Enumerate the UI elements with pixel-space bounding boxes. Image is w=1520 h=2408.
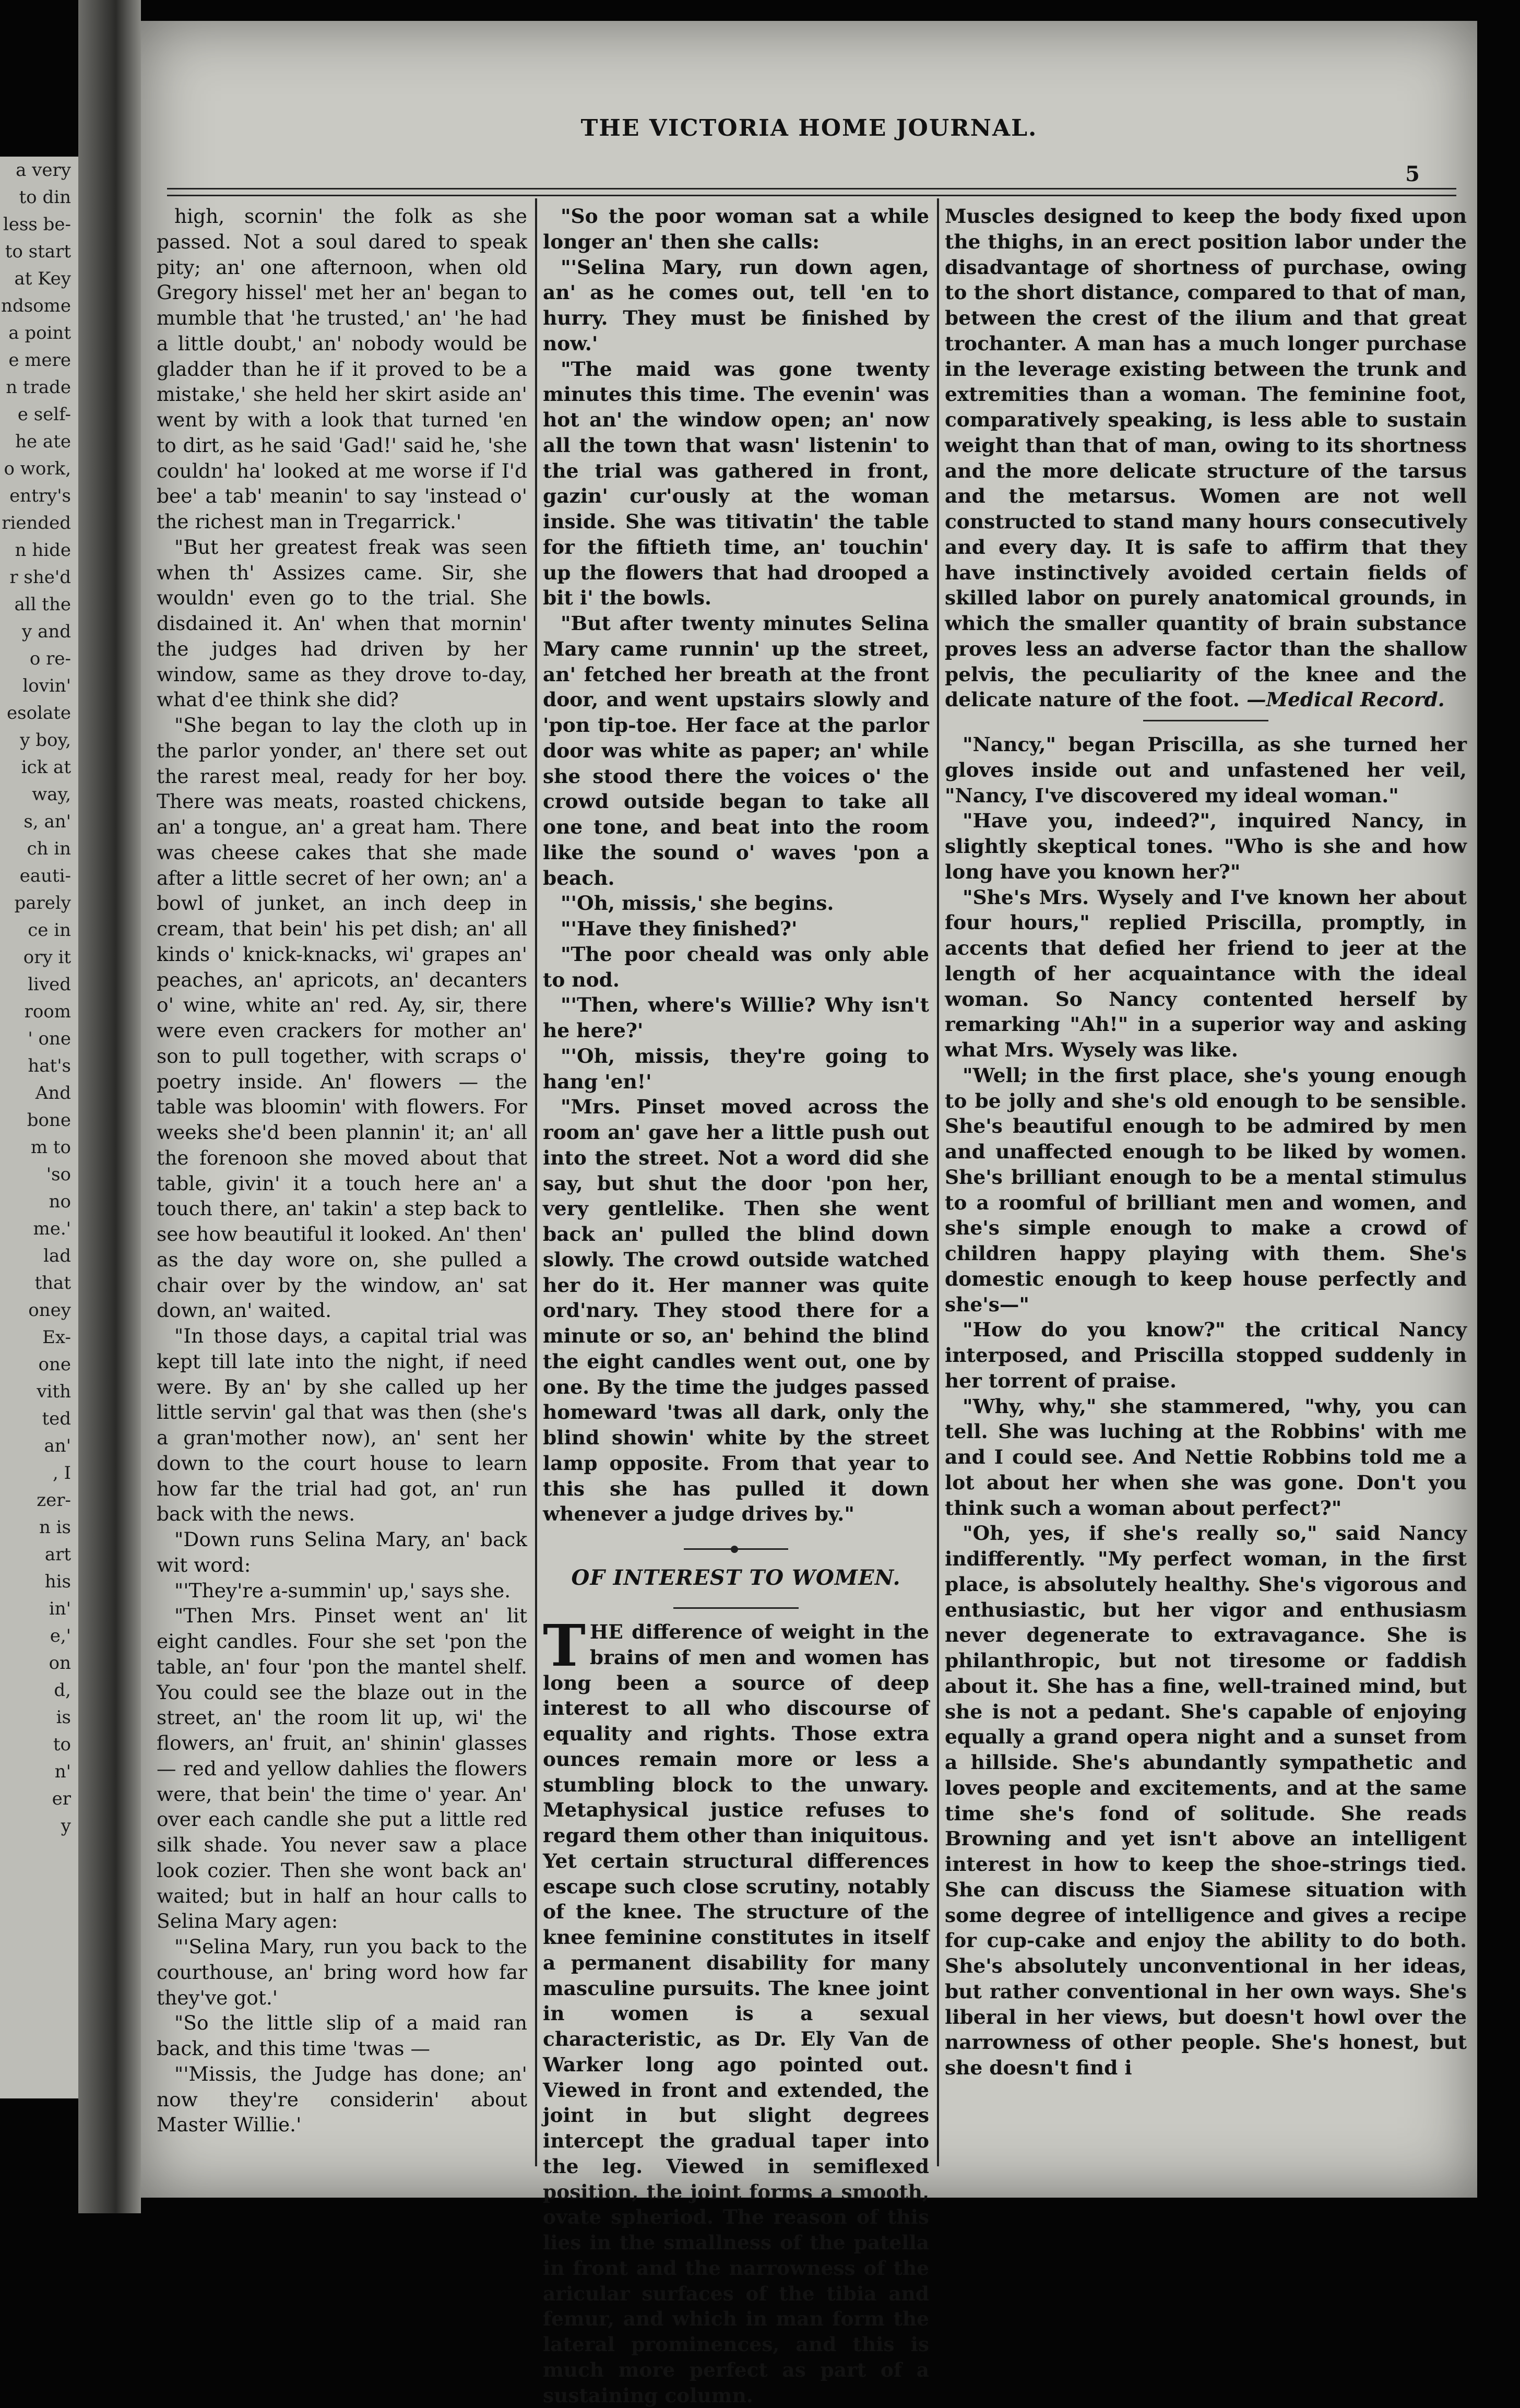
story-conclusion [543, 204, 929, 1527]
previous-page-line: no [49, 1191, 71, 1212]
column-divider [937, 198, 939, 2166]
article-continuation-text: Muscles designed to keep the body fixed upon the thighs, in an erect position labor under the disadvantage of shortness of purchase, owing to the short distance, compared to that of man, between the crest of the ilium and that great trochanter. A man has a much longer purchase in the leverage existing between the trunk and extremities than a woman. The feminine foot, comparatively speaking, is less able to sustain weight than that of man, owing to its shortness and the more delicate structure of the tarsus and the metarsus. Women are not well constructed to stand many hours consecutively and every day. It is safe to affirm that they have instinctively avoided certain fields of skilled labor on purely anatomical grounds, in which the smaller quantity of brain substance proves less an adverse factor than the shallow pelvis, the peculiarity of the knee and the delicate nature of the foot. [945, 205, 1467, 711]
previous-page-line: o work, [4, 458, 71, 479]
previous-page-line: Ex- [42, 1327, 71, 1348]
header-double-rule [167, 188, 1456, 196]
previous-page-line: ch in [27, 838, 71, 859]
previous-page-line: 'so [46, 1164, 71, 1185]
previous-page-line: vith [37, 1381, 71, 1402]
previous-page-line: me.' [33, 1218, 71, 1239]
previous-page-line: r she'd [9, 567, 71, 588]
previous-page-line: And [35, 1083, 71, 1104]
previous-page-line: room [24, 1001, 71, 1022]
previous-page-line: lad [43, 1245, 71, 1266]
previous-page-line: hat's [28, 1055, 71, 1076]
paragraph: "'Selina Mary, run you back to the courthouse, an' bring word how far they've got.' [157, 1935, 527, 2009]
previous-page-line: to din [19, 187, 71, 208]
previous-page-line: at Key [14, 268, 71, 289]
previous-page-line: lived [28, 974, 71, 995]
paragraph: "The poor cheald was only able to nod. [543, 942, 929, 991]
newspaper-page [141, 21, 1477, 2407]
paragraph: high, scornin' the folk as she passed. Not a soul dared to speak pity; an' one afternoon, when old Gregory hissel' met her an' began to mumble that 'he trusted,' an' 'he had a little doubt,' an' nobody would be gladder than he if it proved to be a mistake,' she held her skirt aside an' went by with a look that turned 'en to dirt, as he said 'Gad!' said he, 'she couldn' ha' looked at me worse if I'd bee' a tab' meanin' to say 'instead o' the richest man in Tregarrick.' [157, 205, 527, 533]
previous-page-line: n' [54, 1761, 71, 1782]
column-2 [543, 204, 929, 2407]
previous-page-fragment [0, 157, 78, 2098]
previous-page-line: o re- [29, 648, 71, 669]
paragraph: "Mrs. Pinset moved across the room an' gave her a little push out into the street. Not a word did she say, but shut the door 'pon her, very gentlelike. Then she went back an' pulled the blind down slowly. The crowd outside watched her do it. Her manner was quite ord'nary. They stood there for a minute or so, an' behind the blind the eight candles went out, one by one. By the time the judges passed homeward 'twas all dark, only the blind showin' white by the street lamp opposite. From that year to this she has pulled it down whenever a judge drives by." [543, 1095, 929, 1526]
previous-page-line: eauti- [19, 865, 71, 886]
paragraph: "So the poor woman sat a while longer an' then she calls: [543, 205, 929, 253]
previous-page-line: is [56, 1707, 71, 1728]
previous-page-line: lovin' [22, 675, 71, 696]
paragraph: "'Oh, missis, they're going to hang 'en!' [543, 1044, 929, 1093]
paragraph: "The maid was gone twenty minutes this time. The evenin' was hot an' the window open; an' now all the town that wasn' listenin' to the trial was gathered in front, gazin' cur'ously at the woman inside. She was titivatin' the table for the fiftieth time, an' touchin' up the flowers that had drooped a bit i' the bowls. [543, 357, 929, 610]
previous-page-line: esolate [7, 703, 71, 723]
paragraph: "Then Mrs. Pinset went an' lit eight candles. Four she set 'pon the table, an' four 'pon the mantel shelf. You could see the blaze out in the street, an' the room lit up, wi' the flowers, an' fruit, an' shinin' glasses — red and yellow dahlies the flowers were, that bein' the time o' year. An' over each candle she put a little red silk shade. You never saw a place look cozier. Then she wont back an' waited; but in half an hour calls to Selina Mary agen: [157, 1604, 527, 1933]
previous-page-line: a very [16, 160, 71, 181]
paragraph: "'Oh, missis,' she begins. [561, 892, 834, 915]
previous-page-line: a point [8, 323, 71, 343]
column-3 [945, 204, 1467, 2177]
paragraph: "'Then, where's Willie? Why isn't he here?' [543, 993, 929, 1042]
previous-page-line: d, [54, 1680, 71, 1701]
paragraph: "But her greatest freak was seen when th' Assizes came. Sir, she wouldn' even go to the trial. She disdained it. An' when that mornin' the judges had driven by her window, same as they drove to-day, what d'ee think she did? [157, 535, 527, 711]
previous-page-line: ce in [28, 920, 71, 941]
previous-page-line: his [44, 1571, 71, 1592]
column-1 [157, 204, 527, 2177]
paragraph: "Nancy," began Priscilla, as she turned her gloves inside out and unfastened her veil, "Nancy, I've discovered my ideal woman." [945, 733, 1467, 807]
previous-page-line: n trade [6, 377, 71, 398]
previous-page-line: art [44, 1544, 71, 1565]
previous-page-line: bone [27, 1110, 71, 1131]
previous-page-line: ted [42, 1408, 71, 1429]
previous-page-line: that [34, 1273, 71, 1294]
previous-page-line: n hide [15, 540, 71, 561]
paragraph: "In those days, a capital trial was kept till late into the night, if need were. By an' by she called up her little servin' gal that was then (she's a gran'mother now), an' sent her down to the court house to learn how far the trial had got, an' run back with the news. [157, 1324, 527, 1526]
previous-page-line: one [38, 1354, 71, 1375]
previous-page-line: e,' [50, 1626, 71, 1646]
previous-page-line: entry's [9, 485, 71, 506]
previous-page-line: ' one [28, 1028, 71, 1049]
previous-page-line: oney [28, 1300, 71, 1321]
previous-page-line: er [52, 1788, 71, 1809]
section-heading: OF INTEREST TO WOMEN. [571, 1565, 901, 1590]
previous-page-line: parely [14, 893, 71, 914]
paragraph: "Oh, yes, if she's really so," said Nancy indifferently. "My perfect woman, in the first place, is absolutely healthy. She's vigorous and enthusiastic, but her vigor and enthusiasm never degenerate to extravagance. She is philanthropic, but not tiresome or faddish about it. She has a fine, well-trained mind, but she is not a pedant. She's capable of enjoying equally a grand opera night and a sunset from a hillside. She's abundantly sympathetic and loves people and excitements, and at the same time she's fond of solitude. She reads Browning and yet isn't above an intelligent interest in how to keep the shoe-strings tied. She can discuss the Siamese situation with some degree of intelligence and gives a recipe for cup-cake and enjoy the ability to do both. She's absolutely unconventional in her ideas, but rather conventional in her own ways. She's liberal in her views, but doesn't howl over the narrowness of other people. She's honest, but she doesn't find i [945, 1522, 1467, 2079]
page-number: 5 [1405, 162, 1420, 186]
previous-page-line: y and [22, 621, 71, 642]
article-continuation [945, 204, 1467, 713]
previous-page-line: he ate [15, 431, 71, 452]
previous-page-line: e mere [8, 350, 71, 371]
previous-page-line: y [61, 1816, 71, 1836]
masthead-title: THE VICTORIA HOME JOURNAL. [580, 115, 1038, 141]
previous-page-line: all the [14, 594, 71, 615]
paragraph: "So the little slip of a maid ran back, and this time 'twas — [157, 2011, 527, 2060]
previous-page-line: m to [30, 1137, 71, 1158]
paragraph: "How do you know?" the critical Nancy interposed, and Priscilla stopped suddenly in her torrent of praise. [945, 1318, 1467, 1392]
previous-page-line: e self- [17, 404, 71, 425]
paragraph: "Why, why," she stammered, "why, you can tell. She was luching at the Robbins' with me and I could see. And Nettie Robbins told me a lot about her when she was gone. Don't you think such a woman about perfect?" [945, 1394, 1467, 1520]
drop-cap: T [543, 1612, 586, 1679]
previous-page-line: riended [2, 513, 71, 533]
previous-page-line: in' [49, 1598, 71, 1619]
previous-page-line: ick at [21, 757, 71, 778]
previous-page-line: way, [32, 784, 71, 805]
previous-page-line: , I [52, 1463, 71, 1484]
previous-page-line: less be- [3, 214, 71, 235]
previous-page-line: zer- [37, 1490, 71, 1511]
paragraph: "'Have they finished?' [561, 917, 798, 940]
previous-page-line: to [53, 1734, 71, 1755]
previous-page-line: s, an' [23, 811, 71, 832]
heading-rule [673, 1607, 799, 1609]
previous-page-line: ory it [23, 947, 71, 968]
paragraph: "But after twenty minutes Selina Mary came runnin' up the street, an' fetched her breath at the front door, and went upstairs slowly and 'pon tip-toe. Her face at the parlor door was white as paper; an' while she stood there the voices o' the crowd outside began to take all one tone, and beat into the room like the sound o' waves 'pon a beach. [543, 612, 929, 889]
paragraph: "She's Mrs. Wysely and I've known her about four hours," replied Priscilla, promptly, in accents that defied her friend to jeer at the length of her acquaintance with the ideal woman. So Nancy contented herself by remarking "Ah!" in a superior way and asking what Mrs. Wysely was like. [945, 885, 1467, 1061]
article-source: —Medical Record. [1246, 688, 1445, 711]
paragraph: "'Missis, the Judge has done; an' now they're considerin' about Master Willie.' [157, 2062, 527, 2137]
dialogue-story [945, 732, 1467, 2081]
article-text: HE difference of weight in the brains of men and women has long been a source of deep interest to all who discourse of equality and rights. Those extra ounces remain more or less a stumbling block to the unwary. Metaphysical justice refuses to regard them other than iniquitous. Yet certain structural differences escape such close scrutiny, notably of the knee. The structure of the knee feminine constitutes in itself a permanent disability for many masculine pursuits. The knee joint in women is a sexual characteristic, as Dr. Ely Van de Warker long ago pointed out. Viewed in front and extended, the joint in but slight degrees intercept the gradual taper into the leg. Viewed in semiflexed position, the joint forms a smooth, ovate spheriod. The reason of this lies in the smallness of the patella in front and the narrowness of the aricular surfaces of the tibia and femur, and which in man form the lateral prominences, and this is much more perfect as part of a sustaining column. [543, 1620, 929, 2407]
previous-page-line: y boy, [20, 730, 71, 751]
previous-page-line: to start [5, 241, 71, 262]
story-divider [1143, 720, 1268, 721]
paragraph: "'Selina Mary, run down agen, an' as he comes out, tell 'en to hurry. They must be finished by now.' [543, 255, 929, 355]
paragraph: "Well; in the first place, she's young enough to be jolly and she's old enough to be sensible. She's beautiful enough to be admired by men and unaffected enough to be liked by women. She's brilliant enough to be a mental stimulus to a roomful of brilliant men and women, and she's simple enough to make a crowd of children happy playing with them. She's domestic enough to keep house perfectly and she's—" [945, 1063, 1467, 1316]
section-ornament [684, 1546, 788, 1552]
previous-page-line: an' [44, 1436, 71, 1456]
previous-page-line: ndsome [1, 295, 71, 316]
column-divider [535, 198, 537, 2166]
article-body [543, 1612, 929, 2408]
paragraph: "Have you, indeed?", inquired Nancy, in slightly skeptical tones. "Who is she and how long have you known her?" [945, 809, 1467, 883]
paragraph: "'They're a-summin' up,' says she. [174, 1579, 511, 1602]
paragraph: "She began to lay the cloth up in the parlor yonder, an' there set out the rarest meal, ready for her boy. There was meats, roasted chickens, an' a tongue, an' a great ham. There was cheese cakes that she made after a little secret of her own; an' a bowl of junket, an inch deep in cream, that bein' his pet dish; an' all kinds o' knick-knacks, wi' grapes an' peaches, an' apricots, an' decanters o' wine, white an' red. Ay, sir, there were even crackers for mother an' son to pull together, with scraps o' poetry inside. An' flowers — the table was bloomin' with flowers. For weeks she'd been plannin' it; an' all the forenoon she moved about that table, givin' it a touch here an' a touch there, an' takin' a step back to see how beautiful it looked. An' then' as the day wore on, she pulled a chair over by the window, an' sat down, an' waited. [157, 714, 527, 1322]
paragraph: "Down runs Selina Mary, an' back wit word: [157, 1528, 527, 1576]
book-spine [78, 0, 141, 2213]
previous-page-line: on [49, 1653, 71, 1674]
previous-page-line: n is [39, 1517, 71, 1538]
